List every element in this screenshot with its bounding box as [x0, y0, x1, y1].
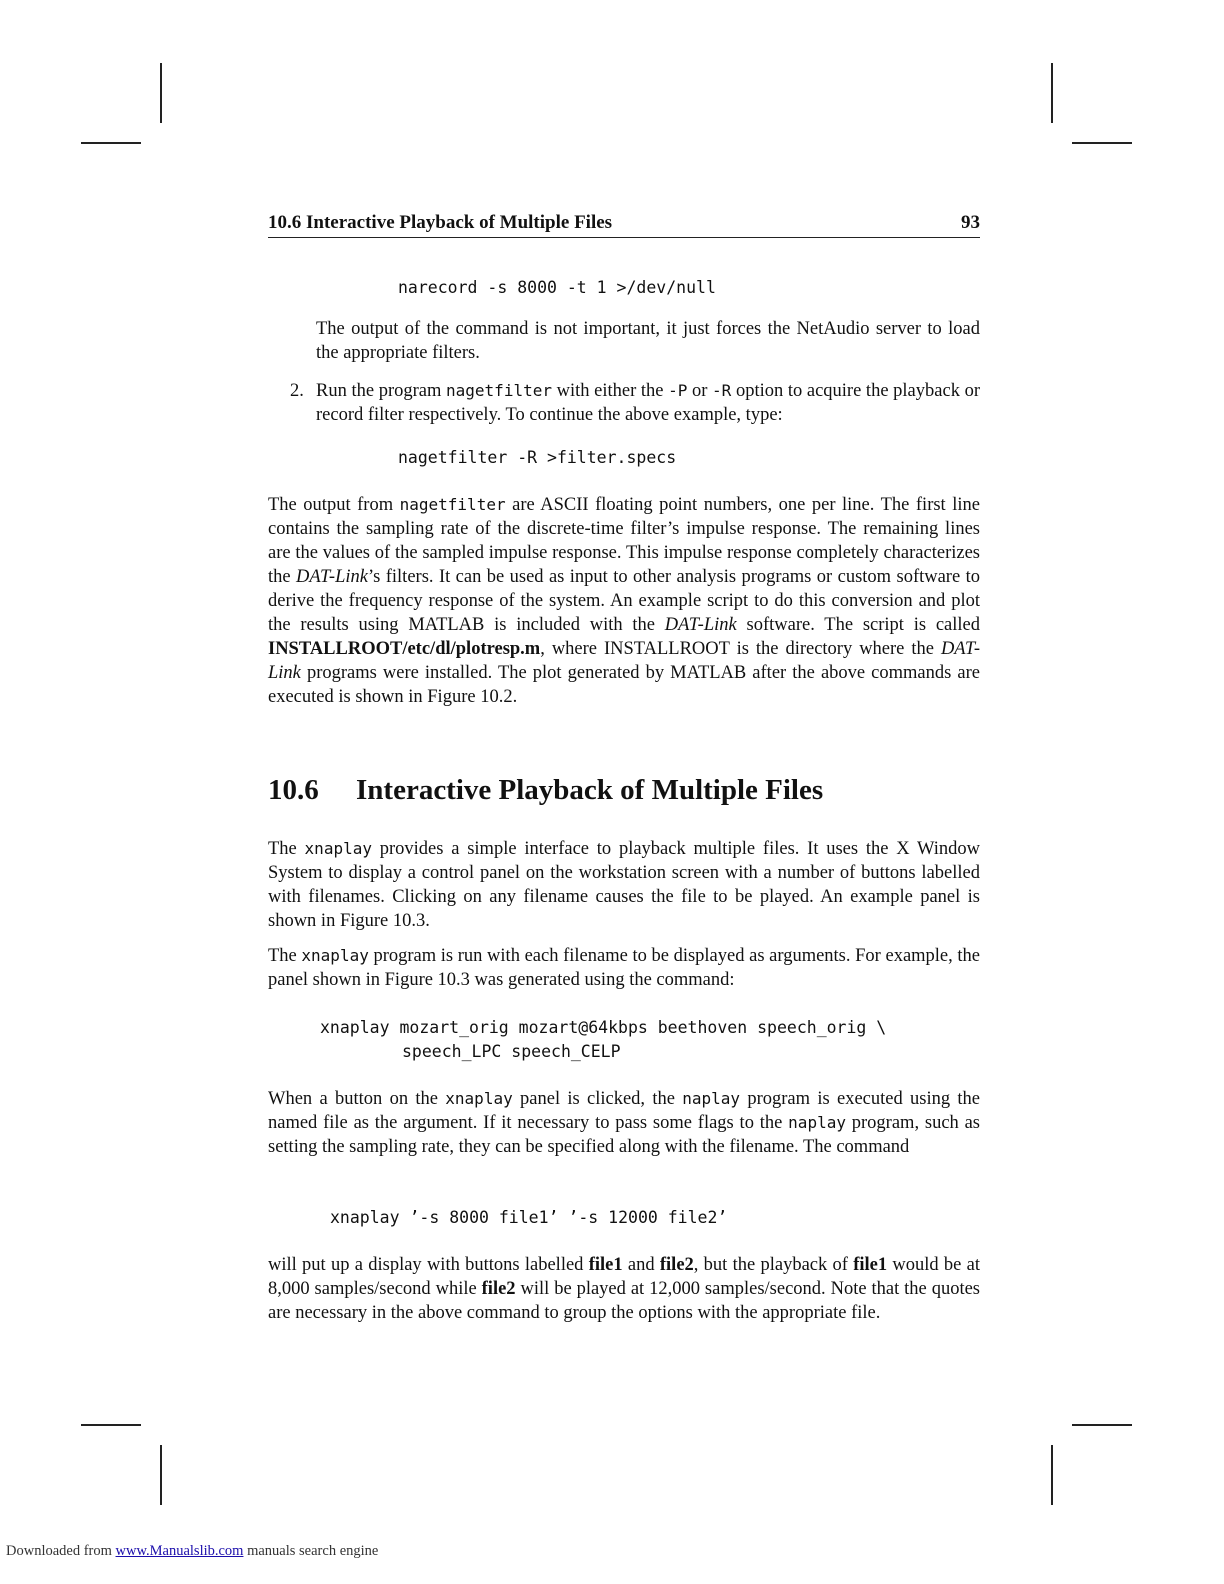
crop-mark	[160, 63, 162, 123]
paragraph-text: The output from nagetfilter are ASCII floating point numbers, one per line. The first line contains the sampling rate of the discrete-time filter’s impulse response. The remaining lines are the values of the sampled impulse response. This impulse response completely characterizes the DAT-Link’s filters. It can be used as input to other analysis programs or custom software to derive the frequency response of the system. An example script to do this conversion and plot the results using MATLAB is included with the DAT-Link software. The script is called INSTALLROOT/etc/dl/plotresp.m, where INSTALLROOT is the directory where the DAT-Link programs were installed. The plot generated by MATLAB after the above commands are executed is shown in Figure 10.2.	[268, 495, 980, 707]
header-title: 10.6 Interactive Playback of Multiple Files	[268, 212, 613, 233]
code-block: narecord -s 8000 -t 1 >/dev/null	[398, 278, 716, 297]
crop-mark	[160, 1445, 162, 1505]
code-block: xnaplay mozart_orig mozart@64kbps beethoven speech_orig \	[320, 1018, 887, 1037]
paragraph-text: The xnaplay provides a simple interface to playback multiple files. It uses the X Window System to display a control panel on the workstation screen with a number of buttons labelled with filenames. Clicking on any filename causes the file to be played. An example panel is shown in Figure 10.3.	[268, 839, 981, 931]
footer	[6, 1543, 378, 1560]
crop-mark	[1051, 1445, 1053, 1505]
paragraph-text: will put up a display with buttons labelled file1 and file2, but the playback of file1 would be at 8,000 samples/second while file2 will be played at 12,000 samples/second. Note that the quotes are necessary in the above command to group the options with the appropriate file.	[268, 1255, 980, 1323]
paragraph	[268, 1087, 980, 1159]
paragraph-text: The output of the command is not important, it just forces the NetAudio server to load the appropriate filters.	[316, 319, 980, 363]
crop-mark	[1051, 63, 1053, 123]
code-block: xnaplay ’-s 8000 file1’ ’-s 12000 file2’	[330, 1208, 728, 1227]
section-heading	[268, 774, 823, 807]
list-item-text: Run the program nagetfilter with either the -P or -R option to acquire the playback or record filter respectively. To continue the above example, type:	[316, 381, 980, 425]
footer-suffix: manuals search engine	[243, 1543, 379, 1559]
crop-mark	[81, 142, 141, 144]
paragraph	[268, 944, 980, 992]
code-block: speech_LPC speech_CELP	[402, 1042, 621, 1061]
paragraph	[268, 493, 980, 709]
paragraph	[268, 1253, 980, 1325]
paragraph-text: When a button on the xnaplay panel is clicked, the naplay program is executed using the named file as the argument. If it necessary to pass some flags to the naplay program, such as setting the sampling rate, they can be specified along with the filename. The command	[268, 1089, 981, 1157]
footer-link[interactable]: www.Manualslib.com	[115, 1543, 244, 1559]
footer-prefix: Downloaded from	[6, 1543, 116, 1559]
running-header	[268, 212, 980, 238]
code-block: nagetfilter -R >filter.specs	[398, 448, 677, 467]
section-number: 10.6	[268, 774, 319, 806]
crop-mark	[1072, 142, 1132, 144]
list-item	[290, 379, 980, 427]
paragraph	[268, 837, 980, 933]
paragraph-text: The xnaplay program is run with each filename to be displayed as arguments. For example, the panel shown in Figure 10.3 was generated using the command:	[268, 946, 981, 990]
page-number: 93	[961, 212, 980, 233]
crop-mark	[1072, 1424, 1132, 1426]
paragraph	[316, 317, 980, 365]
crop-mark	[81, 1424, 141, 1426]
list-item-number: 2.	[290, 381, 304, 401]
section-title: Interactive Playback of Multiple Files	[356, 774, 824, 806]
